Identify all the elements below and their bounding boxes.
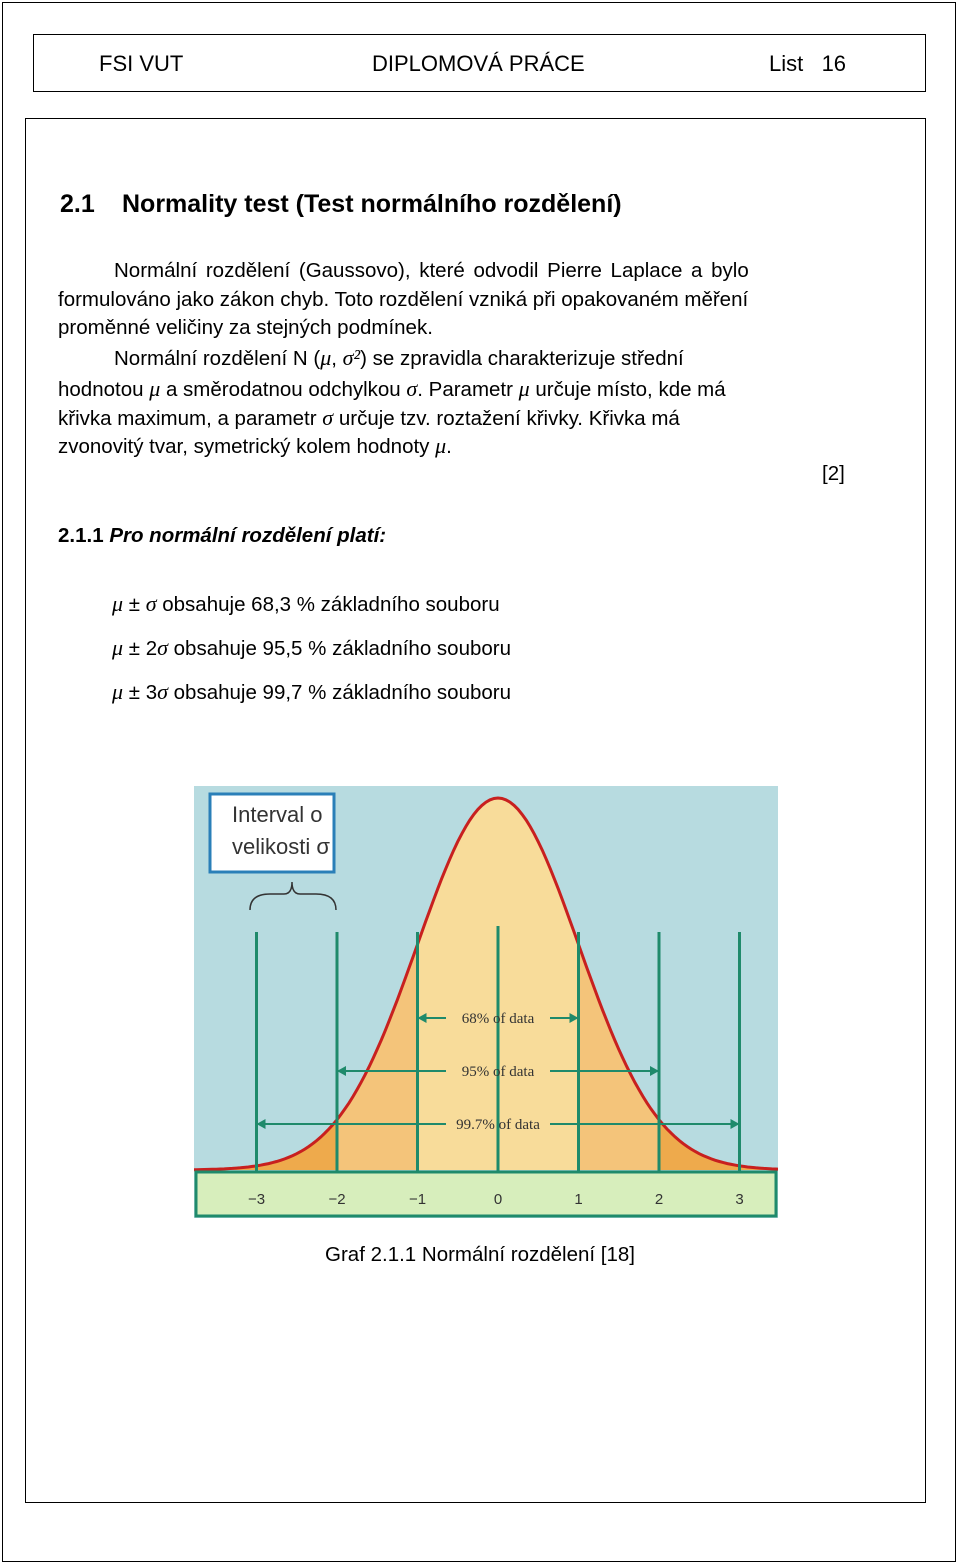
text-span: určuje místo, kde má — [529, 378, 726, 401]
mu-symbol: μ — [435, 433, 447, 458]
text-span: hodnotou — [58, 378, 150, 401]
paragraph2-line3 — [58, 405, 680, 431]
text-span: ± — [123, 593, 146, 616]
text-span: a směrodatnou odchylkou — [160, 378, 407, 401]
header-left: FSI VUT — [99, 51, 184, 76]
text-span: obsahuje 68,3 % základního souboru — [156, 593, 500, 616]
paragraph2-line4 — [58, 433, 452, 459]
figure-caption: Graf 2.1.1 Normální rozdělení [18] — [325, 1243, 635, 1266]
mu-symbol: μ — [518, 376, 530, 401]
reference: [2] — [822, 462, 845, 485]
header-right: List 16 — [769, 51, 847, 76]
band-label-99-7: 99.7% of data — [456, 1117, 540, 1133]
rule-item — [112, 635, 511, 661]
axis-tick-label: 0 — [493, 1191, 503, 1208]
mu-symbol: μ — [112, 679, 124, 704]
section-heading — [60, 190, 622, 219]
paragraph2-line2 — [58, 376, 726, 402]
text-span: . Parametr — [417, 378, 519, 401]
rule-item — [112, 591, 500, 617]
axis-tick-label: 2 — [654, 1191, 664, 1208]
sigma-symbol: σ — [157, 679, 168, 704]
sigma-symbol: σ — [157, 635, 168, 660]
text-span: ) se zpravidla charakterizuje střední — [360, 347, 684, 370]
paragraph2-line1 — [114, 345, 684, 371]
mu-symbol: μ — [112, 591, 124, 616]
rule-item — [112, 679, 511, 705]
text-span: zvonovitý tvar, symetrický kolem hodnoty — [58, 435, 436, 458]
text-span: určuje tzv. roztažení křivky. Křivka má — [333, 407, 680, 430]
mu-symbol: μ — [112, 635, 124, 660]
mu-symbol: μ — [149, 376, 161, 401]
axis-tick-label: 3 — [735, 1191, 744, 1208]
page-header — [33, 34, 926, 92]
text-span: křivka maximum, a parametr — [58, 407, 323, 430]
header-center: DIPLOMOVÁ PRÁCE — [372, 51, 585, 76]
text-span: , — [331, 347, 343, 370]
axis-band — [196, 1172, 776, 1216]
axis-tick-label: −1 — [408, 1191, 427, 1208]
mu-symbol: μ — [320, 345, 332, 370]
subsection-number: 2.1.1 — [58, 524, 104, 547]
text-span: ± 2 — [123, 637, 158, 660]
axis-tick-label: 1 — [574, 1191, 583, 1208]
sigma-symbol: σ — [406, 376, 418, 401]
interval-label-line2: velikosti σ — [232, 834, 330, 859]
sigma-symbol: σ — [322, 405, 334, 430]
text-span: ± 3 — [123, 681, 158, 704]
band-label-68: 68% of data — [461, 1011, 535, 1027]
normal-distribution-figure — [194, 786, 778, 1218]
section-number: 2.1 — [60, 190, 95, 218]
axis-tick-label: −2 — [328, 1191, 346, 1208]
paragraph1-line3: proměnné veličiny za stejných podmínek. — [58, 316, 433, 339]
subsection-title: Pro normální rozdělení platí: — [109, 524, 387, 547]
sigma-symbol: σ — [145, 591, 157, 616]
text-span: obsahuje 95,5 % základního souboru — [167, 637, 512, 660]
band-label-95: 95% of data — [461, 1064, 535, 1080]
section-title: Normality test (Test normálního rozdělení) — [122, 190, 622, 218]
sigma-squared-symbol: σ² — [342, 345, 361, 370]
text-span: obsahuje 99,7 % základního souboru — [167, 681, 512, 704]
subsection-heading — [58, 524, 386, 548]
axis-tick-label: −3 — [247, 1191, 266, 1208]
interval-label-line1: Interval o — [232, 802, 323, 827]
text-span: . — [446, 435, 452, 458]
paragraph1-line1: Normální rozdělení (Gaussovo), které odvodil Pierre Laplace a bylo — [114, 259, 749, 282]
paragraph1-line2: formulováno jako zákon chyb. Toto rozdělení vzniká při opakovaném měření — [58, 288, 749, 311]
text-span: Normální rozdělení N ( — [114, 347, 321, 370]
